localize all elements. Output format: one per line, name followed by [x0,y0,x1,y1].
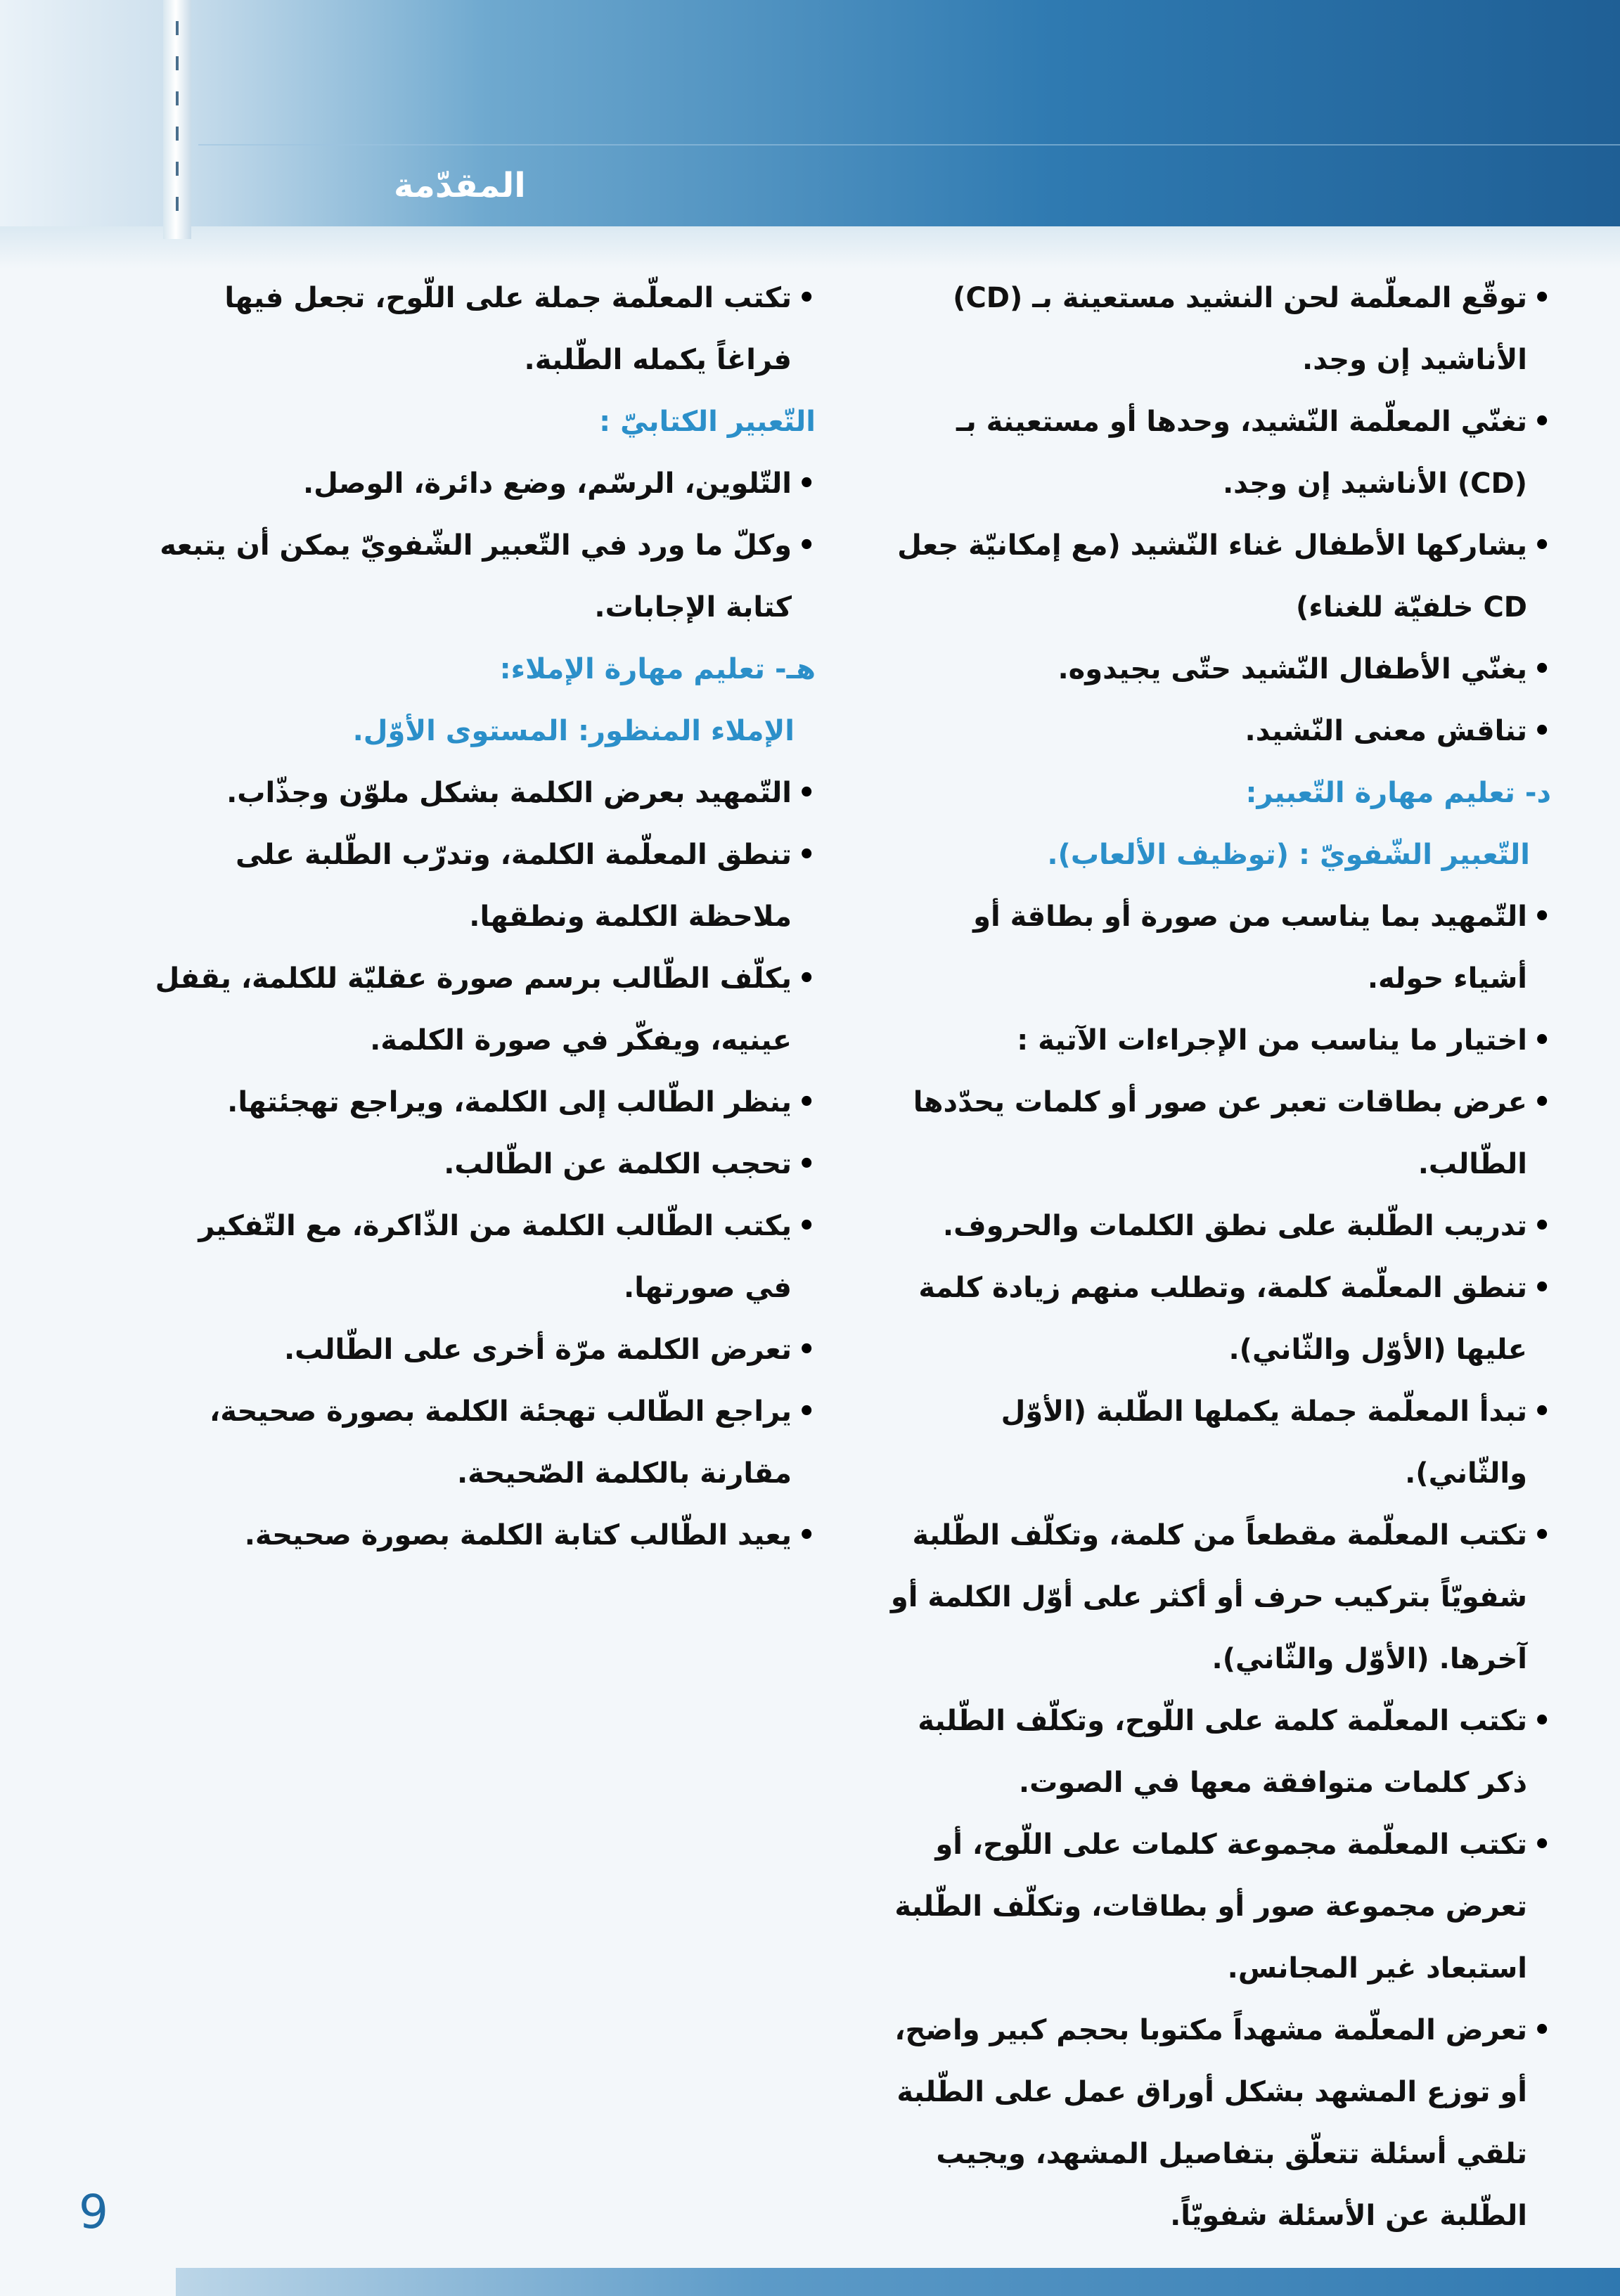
bullet-text: يغنّي الأطفال النّشيد حتّى يجيدوه. [1058,653,1527,685]
bullet-item [890,1504,1551,1690]
bullet-text: تكتب المعلّمة كلمة على اللّوح، وتكلّف الطّلبة ذكر كلمات متوافقة معها في الصوت. [918,1705,1527,1799]
bullet-text: يعيد الطّالب كتابة الكلمة بصورة صحيحة. [244,1519,792,1552]
bullet-item [155,1504,816,1566]
bullet-text: تحجب الكلمة عن الطّالب. [444,1148,792,1180]
bullet-icon: • [1533,1210,1551,1242]
bullet-item [155,762,816,824]
bullet-icon: • [1533,653,1551,685]
bullet-text: اختيار ما يناسب من الإجراءات الآتية : [1017,1024,1527,1057]
bullet-text: يكتب الطّالب الكلمة من الذّاكرة، مع التّفكير في صورتها. [198,1210,792,1304]
bullet-text: تناقش معنى النّشيد. [1245,715,1527,747]
bullet-icon: • [1533,715,1551,747]
page-number: 9 [79,2185,108,2239]
bullet-text: عرض بطاقات تعبر عن صور أو كلمات يحدّدها الطّالب. [913,1086,1527,1180]
bullet-text: تنطق المعلّمة الكلمة، وتدرّب الطّلبة على ملاحظة الكلمة ونطقها. [235,839,792,933]
stitch-mark [176,91,179,105]
bullet-icon: • [797,962,816,995]
bullet-icon: • [1533,1519,1551,1552]
left-column [155,267,816,1566]
right-column [890,267,1551,2247]
bullet-icon: • [1533,2014,1551,2046]
bullet-icon: • [797,1086,816,1118]
bullet-item [890,1381,1551,1504]
stitch-mark [176,162,179,176]
bullet-text: تعرض الكلمة مرّة أخرى على الطّالب. [283,1334,792,1366]
bullet-icon: • [797,529,816,562]
stitch-mark [176,197,179,211]
bullet-item [890,1071,1551,1195]
bullet-icon: • [797,777,816,809]
stitch-mark [176,21,179,35]
section-subheading: الإملاء المنظور: المستوى الأوّل. [352,715,795,747]
bullet-text: التّمهيد بما يناسب من صورة أو بطاقة أو أشياء حوله. [973,901,1527,995]
bullet-text: تبدأ المعلّمة جملة يكملها الطّلبة (الأوّل والثّاني). [1001,1395,1527,1490]
bullet-icon: • [1533,1272,1551,1304]
bullet-icon: • [1533,529,1551,562]
bullet-icon: • [1533,282,1551,314]
bullet-icon: • [797,1148,816,1180]
bullet-icon: • [797,1210,816,1242]
bullet-icon: • [1533,1829,1551,1861]
bullet-item [155,1133,816,1195]
bullet-item [890,700,1551,762]
binding-strip [163,0,191,239]
bullet-text: يراجع الطّالب تهجئة الكلمة بصورة صحيحة، مقارنة بالكلمة الصّحيحة. [210,1395,792,1490]
section-heading: التّعبير الكتابيّ : [599,406,816,438]
header-band [0,0,1620,226]
bullet-item [890,1010,1551,1071]
bullet-icon: • [1533,1086,1551,1118]
bullet-text: تدريب الطّلبة على نطق الكلمات والحروف. [942,1210,1527,1242]
bullet-icon: • [797,282,816,314]
bullet-item [155,1319,816,1381]
bullet-text: التّمهيد بعرض الكلمة بشكل ملوّن وجذّاب. [226,777,792,809]
bullet-item [890,1195,1551,1257]
bullet-item [890,515,1551,638]
page-title: المقدّمة [394,166,526,205]
bullet-item [155,1071,816,1133]
bullet-icon: • [1533,901,1551,933]
bullet-item [155,1381,816,1504]
stitch-mark [176,127,179,141]
section-heading: هـ- تعليم مهارة الإملاء: [499,653,816,685]
header-accent-line [198,144,1620,146]
bullet-item [155,453,816,515]
bullet-icon: • [797,467,816,500]
bullet-item [890,391,1551,515]
bullet-text: توقّع المعلّمة لحن النشيد مستعينة بـ (CD) الأناشيد إن وجد. [953,282,1527,376]
bullet-item [155,948,816,1071]
bullet-item [890,1999,1551,2247]
bullet-text: تكتب المعلّمة مقطعاً من كلمة، وتكلّف الطّلبة شفويّاً بتركيب حرف أو أكثر على أوّل الكلمة أو آخرها. (الأوّل والثّاني). [890,1519,1527,1675]
bullet-icon: • [797,1519,816,1552]
bullet-icon: • [1533,406,1551,438]
bullet-icon: • [1533,1705,1551,1737]
header-shadow [0,226,1620,269]
bullet-icon: • [1533,1395,1551,1428]
bullet-icon: • [797,1334,816,1366]
bullet-item [890,1814,1551,1999]
bullet-text: يكلّف الطّالب برسم صورة عقليّة للكلمة، يقفل عينيه، ويفكّر في صورة الكلمة. [155,962,792,1057]
section-subheading: التّعبير الشّفويّ : (توظيف الألعاب). [1047,839,1530,871]
bullet-icon: • [797,839,816,871]
bullet-item [155,515,816,638]
bullet-icon: • [1533,1024,1551,1057]
bullet-text: تكتب المعلّمة مجموعة كلمات على اللّوح، أو تعرض مجموعة صور أو بطاقات، وتكلّف الطّلبة استبعاد غير المجانس. [894,1829,1527,1985]
bullet-text: تعرض المعلّمة مشهداً مكتوبا بحجم كبير واضح، أو توزع المشهد بشكل أوراق عمل على الطّلبة تلقي أسئلة تتعلّق بتفاصيل المشهد، ويجيب الطّلبة عن الأسئلة شفويّاً. [894,2014,1527,2232]
bullet-text: تنطق المعلّمة كلمة، وتطلب منهم زيادة كلمة عليها (الأوّل والثّاني). [918,1272,1527,1366]
section-heading: د- تعليم مهارة التّعبير: [1245,777,1551,809]
bullet-text: تغنّي المعلّمة النّشيد، وحدها أو مستعينة بـ (CD) الأناشيد إن وجد. [956,406,1527,500]
bullet-text: تكتب المعلّمة جملة على اللّوح، تجعل فيها فراغاً يكمله الطّلبة. [224,282,792,376]
bullet-text: التّلوين، الرسّم، وضع دائرة، الوصل. [302,467,792,500]
bullet-item [890,1690,1551,1814]
bullet-text: وكلّ ما ورد في التّعبير الشّفويّ يمكن أن يتبعه كتابة الإجابات. [160,529,792,624]
bullet-item [890,638,1551,700]
stitch-mark [176,56,179,70]
footer-bar [176,2268,1620,2296]
bullet-item [155,824,816,948]
bullet-text: ينظر الطّالب إلى الكلمة، ويراجع تهجئتها. [227,1086,792,1118]
bullet-item [890,886,1551,1010]
bullet-text: يشاركها الأطفال غناء النّشيد (مع إمكانيّة جعل CD خلفيّة للغناء) [897,529,1527,624]
bullet-icon: • [797,1395,816,1428]
bullet-item [155,1195,816,1319]
bullet-item [890,267,1551,391]
bullet-item [890,1257,1551,1381]
bullet-item [155,267,816,391]
